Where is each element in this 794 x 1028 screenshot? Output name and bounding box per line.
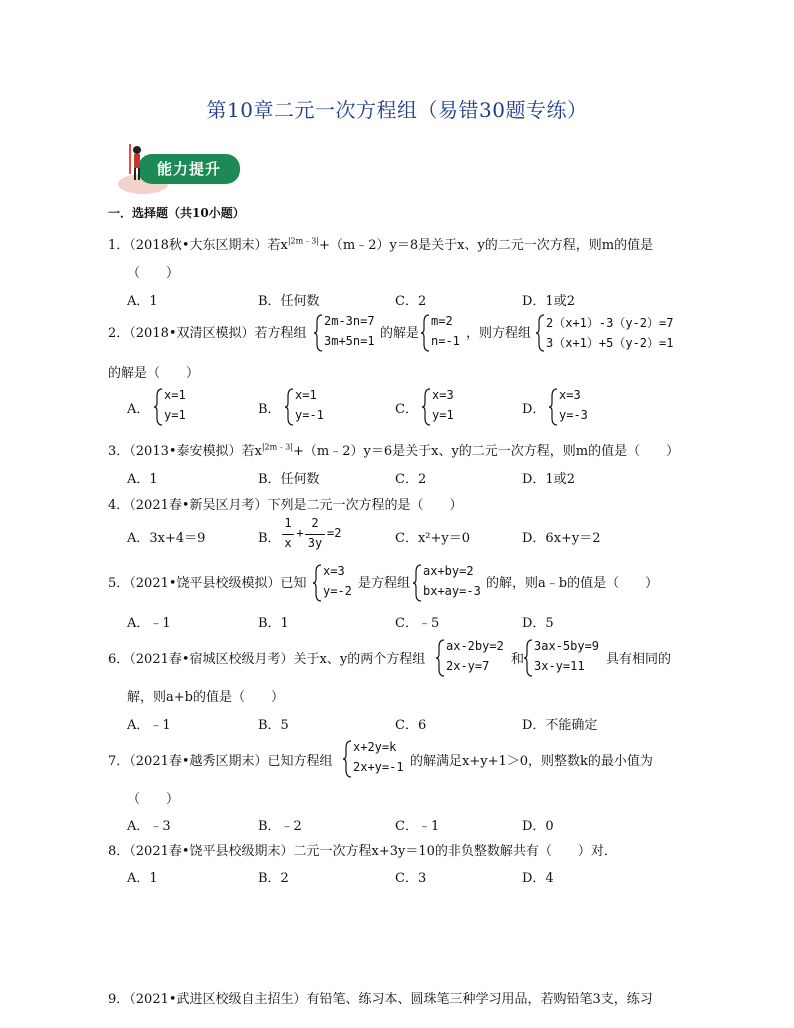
q5-sys2-eq2: bx+ay=-3 [423, 584, 481, 598]
q4-frac2-den: 3y [307, 536, 323, 550]
q4-plus: + [296, 526, 304, 540]
question-3 [108, 440, 679, 459]
q3-option-a: A．1 [127, 472, 158, 487]
q2-text-b: 的解是 [380, 326, 420, 341]
q2-option-a: A． [127, 402, 150, 417]
q4-frac1-den: x [284, 536, 292, 550]
q6-text-b: 和 [511, 652, 525, 667]
q5-text-b: 是方程组 [358, 576, 411, 591]
q2-c-eq1: x=3 [432, 388, 454, 402]
q2-text-a: 2．（2018•双清区模拟）若方程组 [108, 326, 307, 341]
q5-text-c: 的解，则a﹣b的值是（ ） [486, 576, 659, 591]
q2-d-eq1: x=3 [559, 388, 581, 402]
q7-answer-paren: （ ） [127, 792, 180, 807]
q7-sys1-eq2: 2x+y=-1 [353, 760, 404, 774]
q1-option-c: C．2 [395, 294, 427, 309]
q2-sys1-eq2: 3m+5n=1 [324, 334, 375, 348]
q5-option-b: B．1 [258, 616, 289, 631]
q7-text-a: 7．（2021春•越秀区期末）已知方程组 [108, 754, 333, 769]
q2-c-eq2: y=1 [432, 408, 454, 422]
q4-text: 4．（2021春•新吴区月考）下列是二元一次方程的是（ ） [108, 498, 463, 513]
q7-option-b: B．﹣2 [258, 819, 302, 834]
q7-option-d: D．0 [522, 819, 554, 834]
q5-option-c: C．﹣5 [395, 616, 440, 631]
q4-frac2-num: 2 [311, 516, 319, 530]
section-heading: 一．选择题（共10小题） [108, 206, 245, 220]
q1-option-b: B．任何数 [258, 294, 320, 309]
q6-sys2-eq2: 3x-y=11 [534, 659, 585, 673]
q8-text: 8．（2021春•饶平县校级期末）二元一次方程x+3y＝10的非负整数解共有（ ）对． [108, 844, 617, 859]
q6-sys2-eq1: 3ax-5by=9 [534, 639, 600, 653]
q9-text: 9．（2021•武进区校级自主招生）有铅笔、练习本、圆珠笔三种学习用品，若购铅笔3支，练习 [108, 992, 653, 1007]
q2-b-eq2: y=-1 [295, 408, 324, 422]
q3-exponent: |2m﹣3| [261, 442, 294, 452]
q1-text-b: +（m﹣2）y＝8是关于x、y的二元一次方程，则m的值是 [319, 238, 654, 253]
q2-a-eq2: y=1 [164, 408, 186, 422]
q2-sys1-eq1: 2m-3n=7 [324, 314, 375, 328]
q3-option-b: B．任何数 [258, 472, 320, 487]
q5-sys1-eq2: y=-2 [323, 584, 352, 598]
q2-d-eq2: y=-3 [559, 408, 588, 422]
student-figure-icon [128, 144, 146, 182]
q4-option-c: C．x²+y＝0 [395, 531, 470, 546]
q5-sys1-eq1: x=3 [323, 564, 345, 578]
q7-sys1-eq1: x+2y=k [353, 740, 397, 754]
badge-label: 能力提升 [138, 154, 240, 184]
q4-equals: =2 [327, 526, 342, 540]
q5-option-d: D．5 [522, 616, 554, 631]
q1-option-d: D．1或2 [522, 294, 575, 309]
q6-sys1-eq1: ax-2by=2 [446, 639, 504, 653]
q2-text-d: 的解是（ ） [108, 366, 200, 381]
q2-a-eq1: x=1 [164, 388, 186, 402]
q7-text-b: 的解满足x+y+1＞0，则整数k的最小值为 [410, 754, 653, 769]
q2-option-c: C． [395, 402, 418, 417]
q2-sys2-eq2: n=-1 [431, 334, 460, 348]
q4-option-b: B． [258, 531, 281, 546]
q5-sys2-eq1: ax+by=2 [423, 564, 474, 578]
q1-option-a: A．1 [127, 294, 158, 309]
q6-option-c: C．6 [395, 718, 427, 733]
q2-sys2-eq1: m=2 [431, 314, 453, 328]
q1-answer-paren: （ ） [127, 266, 180, 281]
q6-text-a: 6．（2021春•宿城区校级月考）关于x、y的两个方程组 [108, 652, 426, 667]
q8-option-a: A．1 [127, 871, 158, 886]
question-1 [108, 234, 653, 253]
q7-option-c: C．﹣1 [395, 819, 440, 834]
q2-text-c: ，则方程组 [466, 326, 532, 341]
q2-option-d: D． [522, 402, 546, 417]
q2-option-b: B． [258, 402, 281, 417]
q2-sys3-eq2: 3（x+1）+5（y-2）=1 [546, 336, 674, 350]
q6-option-d: D．不能确定 [522, 718, 598, 733]
q6-text-c: 具有相同的 [606, 652, 672, 667]
q4-frac1-num: 1 [284, 516, 292, 530]
q1-exponent: |2m﹣3| [287, 236, 320, 246]
q2-b-eq1: x=1 [295, 388, 317, 402]
q7-option-a: A．﹣3 [127, 819, 171, 834]
q2-sys3-eq1: 2（x+1）-3（y-2）=7 [546, 316, 674, 330]
page-title: 第10章二元一次方程组（易错30题专练） [206, 98, 588, 122]
q5-text-a: 5．（2021•饶平县校级模拟）已知 [108, 576, 307, 591]
q3-text-b: +（m﹣2）y＝6是关于x、y的二元一次方程，则m的值是（ ） [293, 444, 680, 459]
q4-option-d: D．6x+y＝2 [522, 531, 601, 546]
q6-option-a: A．﹣1 [127, 718, 171, 733]
q6-option-b: B．5 [258, 718, 289, 733]
q3-text-a: 3．（2013•泰安模拟）若x [108, 444, 262, 459]
q1-text-a: 1．（2018秋•大东区期末）若x [108, 238, 288, 253]
q6-sys1-eq2: 2x-y=7 [446, 659, 490, 673]
q5-option-a: A．﹣1 [127, 616, 171, 631]
q4-option-a: A．3x+4＝9 [127, 531, 206, 546]
q8-option-b: B．2 [258, 871, 289, 886]
q6-text-d: 解，则a+b的值是（ ） [127, 690, 284, 705]
ability-badge [104, 140, 240, 194]
q3-option-d: D．1或2 [522, 472, 575, 487]
q3-option-c: C．2 [395, 472, 427, 487]
q8-option-d: D．4 [522, 871, 554, 886]
q8-option-c: C．3 [395, 871, 427, 886]
